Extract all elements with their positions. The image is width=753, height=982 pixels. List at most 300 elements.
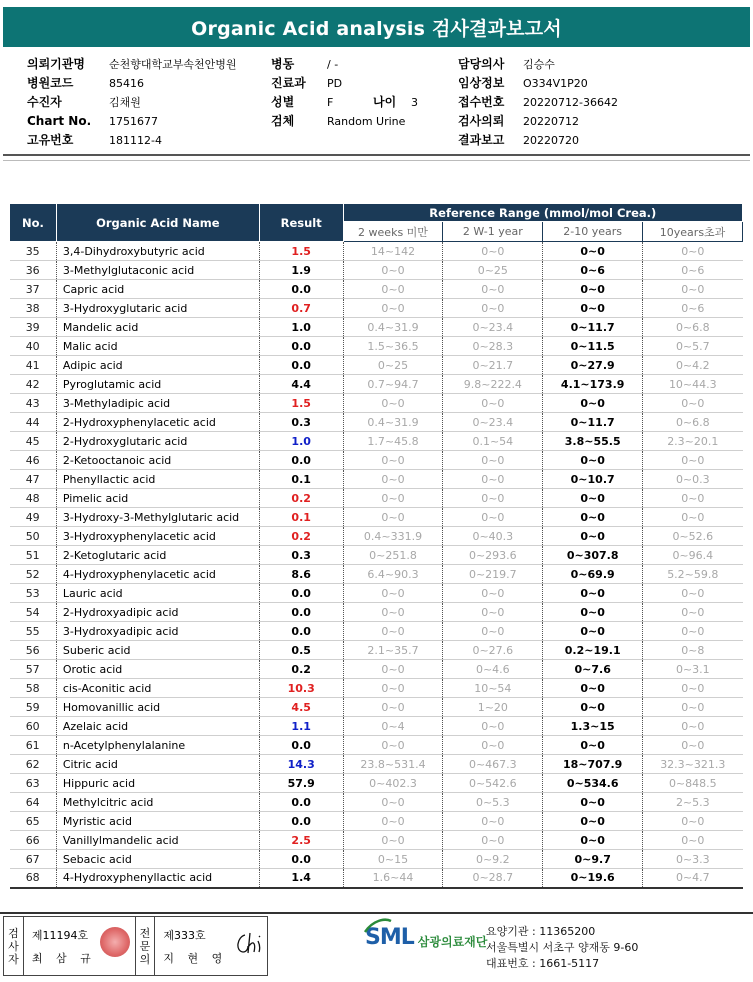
ref-2-10y: 0~0 xyxy=(543,622,643,641)
institution-address xyxy=(486,924,638,972)
acid-name: Phenyllactic acid xyxy=(56,470,259,489)
info-row xyxy=(458,55,618,74)
specialist-label-char: 의 xyxy=(139,952,151,966)
row-number: 68 xyxy=(10,869,57,888)
ref-2-10y: 0~19.6 xyxy=(543,869,643,888)
specialist-name: 지 현 영 xyxy=(163,952,228,965)
row-number: 52 xyxy=(10,565,57,584)
address-line: 서울특별시 서초구 양재동 9-60 xyxy=(486,941,639,954)
ref-2weeks: 0.7~94.7 xyxy=(343,375,443,394)
ref-2w-1y: 0~4.6 xyxy=(443,660,543,679)
table-row xyxy=(10,394,743,413)
specialist-label-char: 문 xyxy=(139,939,151,953)
ref-2-10y: 0~0 xyxy=(543,793,643,812)
info-value: Random Urine xyxy=(327,115,406,128)
table-row xyxy=(10,432,743,451)
ref-2-10y: 0~7.6 xyxy=(543,660,643,679)
table-row xyxy=(10,242,743,261)
result-value: 1.0 xyxy=(259,318,343,337)
patient-info-col3 xyxy=(458,55,618,150)
ref-2-10y: 0.2~19.1 xyxy=(543,641,643,660)
ref-10y-plus: 0~0 xyxy=(643,736,743,755)
info-value: 20220712 xyxy=(523,115,579,128)
table-row xyxy=(10,356,743,375)
table-row xyxy=(10,508,743,527)
result-value: 0.3 xyxy=(259,413,343,432)
ref-10y-plus: 0~0 xyxy=(643,622,743,641)
info-row xyxy=(458,112,618,131)
ref-2weeks: 0~0 xyxy=(343,394,443,413)
specialist-cell xyxy=(155,917,267,975)
result-value: 0.1 xyxy=(259,470,343,489)
table-row xyxy=(10,660,743,679)
result-value: 1.5 xyxy=(259,394,343,413)
ref-2w-1y: 0~0 xyxy=(443,508,543,527)
ref-2-10y: 0~0 xyxy=(543,489,643,508)
info-row xyxy=(271,74,418,93)
acid-name: 3-Hydroxyadipic acid xyxy=(56,622,259,641)
table-row xyxy=(10,755,743,774)
result-value: 1.0 xyxy=(259,432,343,451)
table-row xyxy=(10,280,743,299)
info-label: 병동 xyxy=(271,57,295,71)
ref-2w-1y: 1~20 xyxy=(443,698,543,717)
table-row xyxy=(10,299,743,318)
ref-2weeks: 1.5~36.5 xyxy=(343,337,443,356)
acid-name: 2-Hydroxyphenylacetic acid xyxy=(56,413,259,432)
acid-name: Hippuric acid xyxy=(56,774,259,793)
row-number: 35 xyxy=(10,242,57,261)
ref-2w-1y: 0~0 xyxy=(443,812,543,831)
info-row xyxy=(27,93,237,112)
table-row xyxy=(10,622,743,641)
ref-10y-plus: 10~44.3 xyxy=(643,375,743,394)
ref-10y-plus: 0~0.3 xyxy=(643,470,743,489)
ref-2weeks: 0.4~31.9 xyxy=(343,413,443,432)
ref-2-10y: 3.8~55.5 xyxy=(543,432,643,451)
table-row xyxy=(10,565,743,584)
ref-2weeks: 14~142 xyxy=(343,242,443,261)
table-row xyxy=(10,698,743,717)
ref-10y-plus: 0~0 xyxy=(643,280,743,299)
info-row xyxy=(271,55,418,74)
info-row xyxy=(27,74,237,93)
info-row xyxy=(27,131,237,150)
table-row xyxy=(10,261,743,280)
acid-name: Malic acid xyxy=(56,337,259,356)
row-number: 41 xyxy=(10,356,57,375)
ref-2-10y: 0~0 xyxy=(543,451,643,470)
ref-10y-plus: 0~0 xyxy=(643,603,743,622)
report-title-bar xyxy=(3,7,750,47)
address-line: 대표번호 : 1661-5117 xyxy=(486,957,600,970)
row-number: 50 xyxy=(10,527,57,546)
ref-2-10y: 0~0 xyxy=(543,299,643,318)
ref-2w-1y: 0~23.4 xyxy=(443,413,543,432)
result-value: 10.3 xyxy=(259,679,343,698)
col-header-reference: Reference Range (mmol/mol Crea.) xyxy=(343,204,742,222)
ref-2weeks: 0~0 xyxy=(343,508,443,527)
acid-name: n-Acetylphenylalanine xyxy=(56,736,259,755)
ref-2w-1y: 0~0 xyxy=(443,242,543,261)
ref-2w-1y: 0~0 xyxy=(443,622,543,641)
ref-2-10y: 0~11.7 xyxy=(543,413,643,432)
result-value: 0.2 xyxy=(259,660,343,679)
ref-2weeks: 6.4~90.3 xyxy=(343,565,443,584)
ref-2w-1y: 0~28.7 xyxy=(443,869,543,888)
ref-2w-1y: 0~5.3 xyxy=(443,793,543,812)
table-row xyxy=(10,546,743,565)
table-row xyxy=(10,413,743,432)
inspector-license: 제11194호 xyxy=(31,929,89,942)
result-value: 0.0 xyxy=(259,793,343,812)
acid-name: Pyroglutamic acid xyxy=(56,375,259,394)
ref-10y-plus: 0~8 xyxy=(643,641,743,660)
ref-2-10y: 0~534.6 xyxy=(543,774,643,793)
result-value: 57.9 xyxy=(259,774,343,793)
col-header-ref-10y: 10years초과 xyxy=(643,222,743,242)
ref-10y-plus: 0~3.1 xyxy=(643,660,743,679)
row-number: 58 xyxy=(10,679,57,698)
ref-10y-plus: 5.2~59.8 xyxy=(643,565,743,584)
acid-name: 3,4-Dihydroxybutyric acid xyxy=(56,242,259,261)
info-value: 85416 xyxy=(109,77,144,90)
ref-2weeks: 0~0 xyxy=(343,280,443,299)
specialist-label-char: 전 xyxy=(139,926,151,940)
acid-name: Lauric acid xyxy=(56,584,259,603)
table-row xyxy=(10,717,743,736)
ref-10y-plus: 0~0 xyxy=(643,451,743,470)
ref-2-10y: 0~0 xyxy=(543,280,643,299)
ref-2weeks: 0.4~331.9 xyxy=(343,527,443,546)
acid-name: Azelaic acid xyxy=(56,717,259,736)
ref-10y-plus: 2~5.3 xyxy=(643,793,743,812)
ref-2-10y: 0~9.7 xyxy=(543,850,643,869)
result-value: 0.0 xyxy=(259,451,343,470)
acid-name: Suberic acid xyxy=(56,641,259,660)
ref-2w-1y: 0~0 xyxy=(443,831,543,850)
ref-2w-1y: 0~219.7 xyxy=(443,565,543,584)
ref-2weeks: 0~0 xyxy=(343,812,443,831)
ref-10y-plus: 0~0 xyxy=(643,812,743,831)
info-label: Chart No. xyxy=(27,114,92,128)
info-label: 나이 xyxy=(373,95,397,109)
info-value: O334V1P20 xyxy=(523,77,588,90)
table-row xyxy=(10,318,743,337)
table-row xyxy=(10,527,743,546)
ref-2-10y: 0~0 xyxy=(543,527,643,546)
col-header-ref-2weeks: 2 weeks 미만 xyxy=(343,222,443,242)
info-label: 병원코드 xyxy=(27,76,74,90)
row-number: 54 xyxy=(10,603,57,622)
ref-10y-plus: 0~4.2 xyxy=(643,356,743,375)
inspector-label-char: 검 xyxy=(8,926,19,940)
table-row xyxy=(10,375,743,394)
row-number: 43 xyxy=(10,394,57,413)
table-row xyxy=(10,470,743,489)
row-number: 36 xyxy=(10,261,57,280)
ref-10y-plus: 2.3~20.1 xyxy=(643,432,743,451)
ref-2-10y: 0~11.7 xyxy=(543,318,643,337)
ref-2weeks: 0~0 xyxy=(343,489,443,508)
row-number: 63 xyxy=(10,774,57,793)
ref-2w-1y: 0~0 xyxy=(443,470,543,489)
ref-10y-plus: 0~0 xyxy=(643,679,743,698)
ref-2weeks: 0~0 xyxy=(343,451,443,470)
info-label: 성별 xyxy=(271,95,295,109)
acid-name: 2-Hydroxyglutaric acid xyxy=(56,432,259,451)
table-row xyxy=(10,603,743,622)
ref-2w-1y: 0~0 xyxy=(443,603,543,622)
col-header-result: Result xyxy=(259,204,343,242)
ref-2w-1y: 0~467.3 xyxy=(443,755,543,774)
row-number: 51 xyxy=(10,546,57,565)
info-label: 검체 xyxy=(271,114,295,128)
info-row xyxy=(27,112,237,131)
result-value: 2.5 xyxy=(259,831,343,850)
row-number: 60 xyxy=(10,717,57,736)
ref-2-10y: 18~707.9 xyxy=(543,755,643,774)
signature-box xyxy=(3,916,268,976)
info-value: 20220712-36642 xyxy=(523,96,618,109)
header-divider xyxy=(3,154,750,156)
result-value: 0.0 xyxy=(259,603,343,622)
table-row xyxy=(10,774,743,793)
ref-2weeks: 0~0 xyxy=(343,299,443,318)
header-divider-thin xyxy=(3,160,750,161)
col-header-ref-2-10y: 2-10 years xyxy=(543,222,643,242)
acid-name: Orotic acid xyxy=(56,660,259,679)
table-row xyxy=(10,337,743,356)
ref-2w-1y: 0~9.2 xyxy=(443,850,543,869)
ref-2weeks: 0~0 xyxy=(343,698,443,717)
ref-10y-plus: 0~6.8 xyxy=(643,413,743,432)
patient-info-col1 xyxy=(27,55,237,150)
acid-name: cis-Aconitic acid xyxy=(56,679,259,698)
acid-name: 3-Methyladipic acid xyxy=(56,394,259,413)
result-value: 1.4 xyxy=(259,869,343,888)
row-number: 47 xyxy=(10,470,57,489)
row-number: 38 xyxy=(10,299,57,318)
col-header-ref-2w1y: 2 W-1 year xyxy=(443,222,543,242)
result-value: 0.0 xyxy=(259,584,343,603)
report-title: Organic Acid analysis 검사결과보고서 xyxy=(191,17,562,40)
ref-2weeks: 0~0 xyxy=(343,603,443,622)
col-header-no: No. xyxy=(10,204,57,242)
ref-2weeks: 0~0 xyxy=(343,470,443,489)
ref-10y-plus: 0~0 xyxy=(643,717,743,736)
ref-10y-plus: 0~6.8 xyxy=(643,318,743,337)
row-number: 57 xyxy=(10,660,57,679)
ref-2w-1y: 0~293.6 xyxy=(443,546,543,565)
table-row xyxy=(10,451,743,470)
ref-2weeks: 0~0 xyxy=(343,736,443,755)
signature-image xyxy=(233,931,267,957)
ref-10y-plus: 0~0 xyxy=(643,508,743,527)
acid-name: 4-Hydroxyphenylacetic acid xyxy=(56,565,259,584)
acid-name: Capric acid xyxy=(56,280,259,299)
info-label: 고유번호 xyxy=(27,133,74,147)
info-label: 의뢰기관명 xyxy=(27,57,85,71)
ref-2-10y: 0~10.7 xyxy=(543,470,643,489)
info-value: 181112-4 xyxy=(109,134,162,147)
ref-2w-1y: 0~23.4 xyxy=(443,318,543,337)
result-value: 0.1 xyxy=(259,508,343,527)
result-value: 8.6 xyxy=(259,565,343,584)
inspector-label-char: 자 xyxy=(8,952,19,966)
ref-2w-1y: 0~27.6 xyxy=(443,641,543,660)
ref-2w-1y: 0~542.6 xyxy=(443,774,543,793)
row-number: 44 xyxy=(10,413,57,432)
table-body xyxy=(10,242,743,888)
ref-2weeks: 0~402.3 xyxy=(343,774,443,793)
organic-acid-table xyxy=(9,203,743,889)
ref-2weeks: 0~251.8 xyxy=(343,546,443,565)
result-value: 0.3 xyxy=(259,546,343,565)
row-number: 64 xyxy=(10,793,57,812)
ref-2-10y: 4.1~173.9 xyxy=(543,375,643,394)
row-number: 46 xyxy=(10,451,57,470)
ref-10y-plus: 0~4.7 xyxy=(643,869,743,888)
ref-2w-1y: 0~0 xyxy=(443,717,543,736)
info-row xyxy=(271,112,418,131)
ref-2w-1y: 0~0 xyxy=(443,489,543,508)
ref-2weeks: 0~0 xyxy=(343,261,443,280)
row-number: 45 xyxy=(10,432,57,451)
ref-2w-1y: 0~0 xyxy=(443,736,543,755)
org-name: 삼광의료재단 xyxy=(417,935,488,949)
ref-2w-1y: 0~28.3 xyxy=(443,337,543,356)
row-number: 62 xyxy=(10,755,57,774)
footer-divider xyxy=(0,912,753,914)
table-row xyxy=(10,793,743,812)
acid-name: Homovanillic acid xyxy=(56,698,259,717)
acid-name: Myristic acid xyxy=(56,812,259,831)
specialist-label xyxy=(136,917,156,975)
table-row xyxy=(10,584,743,603)
ref-2w-1y: 0.1~54 xyxy=(443,432,543,451)
ref-2-10y: 0~11.5 xyxy=(543,337,643,356)
row-number: 66 xyxy=(10,831,57,850)
ref-10y-plus: 0~3.3 xyxy=(643,850,743,869)
ref-2-10y: 1.3~15 xyxy=(543,717,643,736)
acid-name: 3-Hydroxy-3-Methylglutaric acid xyxy=(56,508,259,527)
info-row xyxy=(27,55,237,74)
address-line: 요양기관 : 11365200 xyxy=(486,925,596,938)
result-value: 0.0 xyxy=(259,280,343,299)
info-value: / - xyxy=(327,58,339,71)
ref-2weeks: 0~0 xyxy=(343,831,443,850)
ref-2weeks: 0~15 xyxy=(343,850,443,869)
ref-2weeks: 23.8~531.4 xyxy=(343,755,443,774)
ref-2-10y: 0~0 xyxy=(543,698,643,717)
acid-name: Adipic acid xyxy=(56,356,259,375)
ref-2w-1y: 0~0 xyxy=(443,584,543,603)
patient-info-col2 xyxy=(271,55,418,131)
acid-name: 3-Hydroxyglutaric acid xyxy=(56,299,259,318)
ref-2w-1y: 0~0 xyxy=(443,280,543,299)
ref-10y-plus: 0~5.7 xyxy=(643,337,743,356)
result-value: 14.3 xyxy=(259,755,343,774)
ref-2weeks: 0.4~31.9 xyxy=(343,318,443,337)
info-label: 검사의뢰 xyxy=(458,114,505,128)
ref-2weeks: 1.7~45.8 xyxy=(343,432,443,451)
acid-name: Sebacic acid xyxy=(56,850,259,869)
acid-name: 3-Hydroxyphenylacetic acid xyxy=(56,527,259,546)
ref-2weeks: 0~0 xyxy=(343,793,443,812)
inspector-label xyxy=(4,917,24,975)
ref-10y-plus: 0~848.5 xyxy=(643,774,743,793)
info-value: F xyxy=(327,96,334,109)
info-label: 진료과 xyxy=(271,76,306,90)
ref-10y-plus: 32.3~321.3 xyxy=(643,755,743,774)
info-value: 김채원 xyxy=(109,96,141,109)
ref-2w-1y: 0~0 xyxy=(443,451,543,470)
acid-name: Citric acid xyxy=(56,755,259,774)
table-row xyxy=(10,679,743,698)
result-value: 4.4 xyxy=(259,375,343,394)
seal-stamp xyxy=(100,927,130,957)
row-number: 67 xyxy=(10,850,57,869)
info-label: 담당의사 xyxy=(458,57,505,71)
inspector-cell xyxy=(24,917,136,975)
row-number: 53 xyxy=(10,584,57,603)
info-row xyxy=(271,93,418,112)
row-number: 39 xyxy=(10,318,57,337)
ref-10y-plus: 0~0 xyxy=(643,698,743,717)
table-row xyxy=(10,850,743,869)
ref-2weeks: 0~0 xyxy=(343,584,443,603)
result-value: 0.5 xyxy=(259,641,343,660)
ref-2weeks: 0~25 xyxy=(343,356,443,375)
info-value: 20220720 xyxy=(523,134,579,147)
ref-2-10y: 0~0 xyxy=(543,242,643,261)
result-value: 1.1 xyxy=(259,717,343,736)
row-number: 56 xyxy=(10,641,57,660)
result-value: 0.2 xyxy=(259,527,343,546)
specialist-license: 제333호 xyxy=(163,929,206,942)
ref-2weeks: 0~0 xyxy=(343,660,443,679)
table-row xyxy=(10,869,743,888)
row-number: 42 xyxy=(10,375,57,394)
ref-10y-plus: 0~0 xyxy=(643,242,743,261)
table-row xyxy=(10,831,743,850)
info-label: 수진자 xyxy=(27,95,62,109)
ref-2w-1y: 0~25 xyxy=(443,261,543,280)
ref-2weeks: 0~0 xyxy=(343,622,443,641)
ref-2-10y: 0~69.9 xyxy=(543,565,643,584)
result-value: 0.2 xyxy=(259,489,343,508)
ref-10y-plus: 0~0 xyxy=(643,584,743,603)
row-number: 40 xyxy=(10,337,57,356)
ref-2-10y: 0~6 xyxy=(543,261,643,280)
inspector-label-char: 사 xyxy=(8,939,19,953)
row-number: 49 xyxy=(10,508,57,527)
ref-2-10y: 0~0 xyxy=(543,736,643,755)
ref-2weeks: 0~4 xyxy=(343,717,443,736)
ref-2w-1y: 0~0 xyxy=(443,299,543,318)
ref-2-10y: 0~0 xyxy=(543,603,643,622)
ref-10y-plus: 0~6 xyxy=(643,299,743,318)
ref-10y-plus: 0~0 xyxy=(643,831,743,850)
result-value: 1.9 xyxy=(259,261,343,280)
ref-10y-plus: 0~0 xyxy=(643,394,743,413)
ref-10y-plus: 0~6 xyxy=(643,261,743,280)
logo-text: SML xyxy=(365,925,414,950)
info-row xyxy=(458,131,618,150)
result-value: 0.7 xyxy=(259,299,343,318)
acid-name: Methylcitric acid xyxy=(56,793,259,812)
